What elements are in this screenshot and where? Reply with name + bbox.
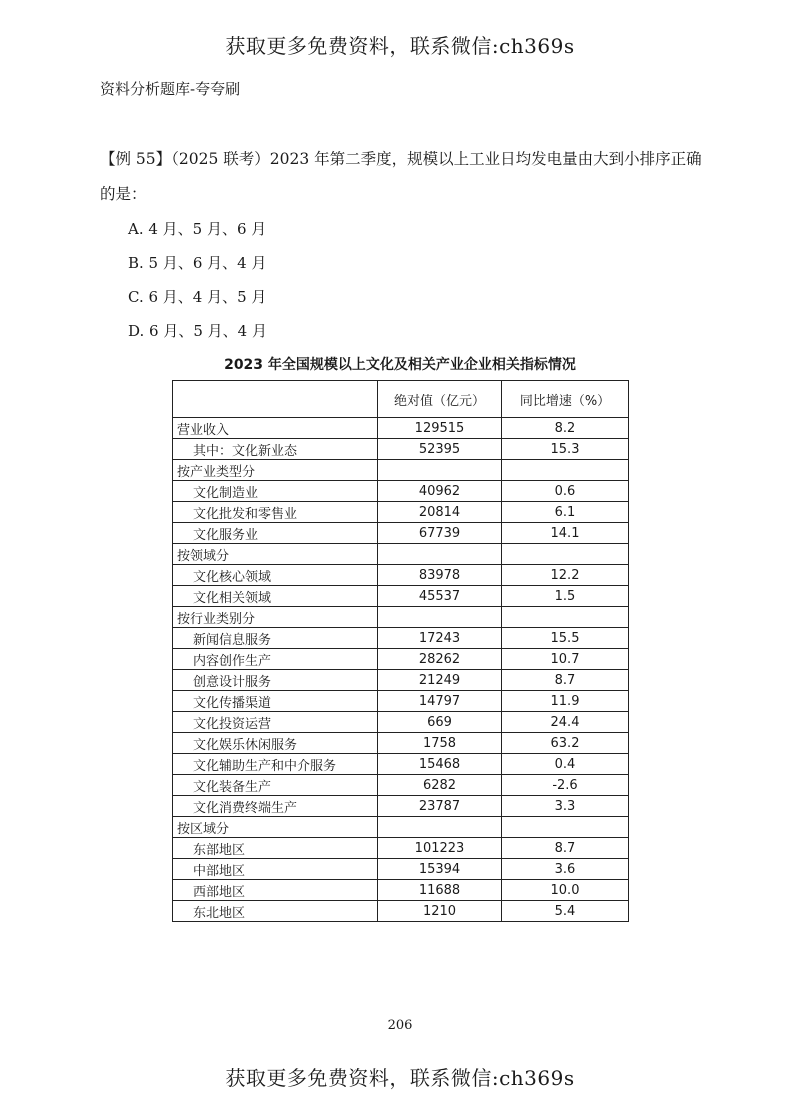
table-row — [173, 607, 629, 628]
row-value: 28262 — [378, 649, 502, 670]
row-label: 中部地区 — [173, 859, 378, 880]
header-category — [173, 381, 378, 418]
row-growth: 8.7 — [502, 838, 629, 859]
row-label: 文化批发和零售业 — [173, 502, 378, 523]
row-value: 1758 — [378, 733, 502, 754]
row-label: 营业收入 — [173, 418, 378, 439]
row-label: 西部地区 — [173, 880, 378, 901]
question-text: 【例 55】（2025 联考）2023 年第二季度，规模以上工业日均发电量由大到小排序正确 — [100, 150, 702, 168]
row-label: 创意设计服务 — [173, 670, 378, 691]
row-growth: 15.3 — [502, 439, 629, 460]
row-label: 其中：文化新业态 — [173, 439, 378, 460]
row-value: 40962 — [378, 481, 502, 502]
row-value: 17243 — [378, 628, 502, 649]
row-label: 文化消费终端生产 — [173, 796, 378, 817]
row-growth: 3.3 — [502, 796, 629, 817]
row-value: 14797 — [378, 691, 502, 712]
table-row — [173, 670, 629, 691]
row-value — [378, 817, 502, 838]
table-row — [173, 628, 629, 649]
table-row — [173, 649, 629, 670]
table-row — [173, 565, 629, 586]
table-row — [173, 544, 629, 565]
row-growth: 8.7 — [502, 670, 629, 691]
row-label: 文化制造业 — [173, 481, 378, 502]
option-a: A. 4 月、5 月、6 月 — [128, 220, 267, 238]
row-value: 15468 — [378, 754, 502, 775]
row-growth: 10.7 — [502, 649, 629, 670]
row-growth: -2.6 — [502, 775, 629, 796]
row-value: 83978 — [378, 565, 502, 586]
table-row — [173, 817, 629, 838]
row-value: 1210 — [378, 901, 502, 922]
table-row — [173, 691, 629, 712]
row-value: 6282 — [378, 775, 502, 796]
row-value: 20814 — [378, 502, 502, 523]
row-growth: 1.5 — [502, 586, 629, 607]
row-growth: 0.4 — [502, 754, 629, 775]
row-value: 23787 — [378, 796, 502, 817]
subheader: 资料分析题库-夸夸刷 — [100, 80, 241, 98]
row-label: 按区域分 — [173, 817, 378, 838]
header-absolute-value: 绝对值（亿元） — [378, 381, 502, 418]
indicator-table — [172, 380, 629, 922]
table-row — [173, 418, 629, 439]
row-growth — [502, 544, 629, 565]
row-value: 45537 — [378, 586, 502, 607]
table-row — [173, 523, 629, 544]
bottom-banner: 获取更多免费资料，联系微信:ch369s — [225, 1066, 575, 1090]
row-label: 文化传播渠道 — [173, 691, 378, 712]
row-growth: 15.5 — [502, 628, 629, 649]
row-growth: 8.2 — [502, 418, 629, 439]
table-row — [173, 712, 629, 733]
row-value — [378, 460, 502, 481]
row-value: 21249 — [378, 670, 502, 691]
row-label: 文化核心领域 — [173, 565, 378, 586]
row-value — [378, 607, 502, 628]
question-text-continued: 的是： — [100, 185, 147, 203]
top-banner: 获取更多免费资料，联系微信:ch369s — [225, 34, 575, 58]
row-value: 67739 — [378, 523, 502, 544]
table-header-row — [173, 381, 629, 418]
page-number: 206 — [387, 1018, 413, 1033]
table-row — [173, 502, 629, 523]
table-body — [173, 418, 629, 922]
row-growth — [502, 607, 629, 628]
row-value: 669 — [378, 712, 502, 733]
option-c: C. 6 月、4 月、5 月 — [128, 288, 267, 306]
row-growth — [502, 817, 629, 838]
row-label: 按领域分 — [173, 544, 378, 565]
row-growth: 63.2 — [502, 733, 629, 754]
row-label: 东北地区 — [173, 901, 378, 922]
row-label: 文化相关领域 — [173, 586, 378, 607]
row-label: 文化娱乐休闲服务 — [173, 733, 378, 754]
row-label: 东部地区 — [173, 838, 378, 859]
table-row — [173, 859, 629, 880]
option-b: B. 5 月、6 月、4 月 — [128, 254, 267, 272]
table-row — [173, 775, 629, 796]
row-label: 按行业类别分 — [173, 607, 378, 628]
table-row — [173, 586, 629, 607]
row-growth: 0.6 — [502, 481, 629, 502]
table-row — [173, 733, 629, 754]
header-growth-rate: 同比增速（%） — [502, 381, 629, 418]
table-row — [173, 754, 629, 775]
table-row — [173, 901, 629, 922]
row-value: 15394 — [378, 859, 502, 880]
row-growth — [502, 460, 629, 481]
option-d: D. 6 月、5 月、4 月 — [128, 322, 267, 340]
row-value: 11688 — [378, 880, 502, 901]
table-row — [173, 460, 629, 481]
table-row — [173, 439, 629, 460]
row-growth: 14.1 — [502, 523, 629, 544]
row-growth: 6.1 — [502, 502, 629, 523]
row-label: 文化辅助生产和中介服务 — [173, 754, 378, 775]
row-growth: 10.0 — [502, 880, 629, 901]
row-label: 文化投资运营 — [173, 712, 378, 733]
table-row — [173, 838, 629, 859]
row-growth: 3.6 — [502, 859, 629, 880]
row-value: 129515 — [378, 418, 502, 439]
row-label: 内容创作生产 — [173, 649, 378, 670]
table-row — [173, 796, 629, 817]
row-growth: 5.4 — [502, 901, 629, 922]
row-value: 101223 — [378, 838, 502, 859]
row-growth: 11.9 — [502, 691, 629, 712]
table-row — [173, 880, 629, 901]
row-value — [378, 544, 502, 565]
row-label: 文化服务业 — [173, 523, 378, 544]
table-title: 2023 年全国规模以上文化及相关产业企业相关指标情况 — [224, 357, 576, 373]
row-label: 新闻信息服务 — [173, 628, 378, 649]
row-value: 52395 — [378, 439, 502, 460]
row-label: 按产业类型分 — [173, 460, 378, 481]
table-row — [173, 481, 629, 502]
row-label: 文化装备生产 — [173, 775, 378, 796]
row-growth: 12.2 — [502, 565, 629, 586]
row-growth: 24.4 — [502, 712, 629, 733]
